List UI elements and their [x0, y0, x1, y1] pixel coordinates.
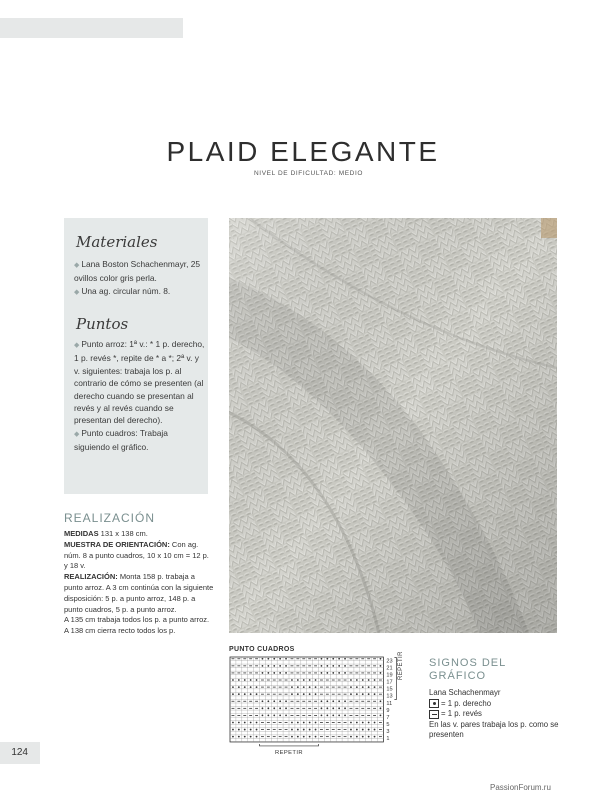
knit-stitch-mark: [262, 665, 264, 667]
knit-stitch-mark: [315, 736, 317, 738]
knit-stitch-mark: [232, 722, 234, 724]
knit-stitch-mark: [267, 672, 269, 674]
knit-stitch-mark: [380, 700, 382, 702]
page-number-tab: 124: [0, 742, 40, 764]
medidas-paragraph: MEDIDAS 131 x 138 cm.: [64, 529, 148, 538]
materials-heading: Materiales: [76, 233, 158, 251]
knit-stitch-mark: [256, 686, 258, 688]
knit-stitch-mark: [238, 736, 240, 738]
knit-stitch-mark: [374, 686, 376, 688]
knit-stitch-mark: [250, 736, 252, 738]
diamond-bullet-icon: ◆: [74, 430, 82, 438]
knit-dot-symbol-icon: [429, 699, 439, 708]
knit-stitch-mark: [244, 722, 246, 724]
knit-stitch-mark: [250, 729, 252, 731]
knit-stitch-mark: [368, 729, 370, 731]
knit-stitch-mark: [315, 679, 317, 681]
repeat-horizontal-bracket: [260, 744, 319, 746]
realizacion-heading: REALIZACIÓN: [64, 511, 156, 525]
signos-legend: [429, 688, 559, 741]
knit-stitch-mark: [297, 679, 299, 681]
knit-stitch-mark: [273, 700, 275, 702]
knit-stitch-mark: [262, 707, 264, 709]
knit-stitch-mark: [267, 707, 269, 709]
knit-stitch-mark: [273, 672, 275, 674]
knit-stitch-mark: [250, 679, 252, 681]
knit-stitch-mark: [244, 736, 246, 738]
chart-row-label: 21: [386, 665, 393, 672]
knit-stitch-mark: [279, 658, 281, 660]
knit-stitch-mark: [309, 736, 311, 738]
realizacion-body: [64, 529, 214, 637]
knit-stitch-mark: [326, 665, 328, 667]
knit-stitch-mark: [285, 700, 287, 702]
chart-title: PUNTO CUADROS: [229, 646, 295, 653]
knit-stitch-mark: [238, 686, 240, 688]
knit-stitch-mark: [309, 686, 311, 688]
knit-stitch-mark: [256, 693, 258, 695]
knit-stitch-mark: [338, 715, 340, 717]
diamond-bullet-icon: ◆: [74, 262, 82, 269]
knit-stitch-mark: [326, 715, 328, 717]
knit-stitch-mark: [273, 707, 275, 709]
chart-row-label: 9: [386, 707, 390, 714]
chart-row-label: 15: [386, 686, 393, 693]
knit-stitch-mark: [374, 736, 376, 738]
knit-stitch-mark: [380, 707, 382, 709]
stitch-chart-grid: [229, 656, 399, 766]
knit-stitch-mark: [368, 722, 370, 724]
blanket-photo: [229, 218, 557, 633]
knit-stitch-mark: [244, 693, 246, 695]
knit-stitch-mark: [338, 707, 340, 709]
knit-stitch-mark: [232, 686, 234, 688]
knit-stitch-mark: [238, 693, 240, 695]
knit-stitch-mark: [344, 707, 346, 709]
knit-stitch-mark: [315, 686, 317, 688]
knit-stitch-mark: [232, 693, 234, 695]
knit-stitch-mark: [380, 665, 382, 667]
list-item: ◆ Punto arroz: 1ª v.: * 1 p. derecho, 1 p. revés *, repite de * a *; 2ª v. y v. siguientes: trabaja los p. al contrario de cómo se presenten (al derecho cuando se presentan al revés y al revés cuando se presentan del derecho).: [74, 339, 205, 426]
knit-stitch-mark: [338, 665, 340, 667]
purl-dash-symbol-icon: [429, 710, 439, 719]
chart-row-label: 11: [386, 700, 393, 707]
knit-stitch-mark: [326, 707, 328, 709]
legend-note: En las v. pares trabaja los p. como se presenten: [429, 719, 559, 740]
knit-stitch-mark: [362, 693, 364, 695]
knit-stitch-mark: [309, 679, 311, 681]
knit-stitch-mark: [362, 686, 364, 688]
knit-stitch-mark: [303, 736, 305, 738]
knit-stitch-mark: [232, 736, 234, 738]
knit-stitch-mark: [344, 658, 346, 660]
knit-stitch-mark: [297, 722, 299, 724]
realizacion-line: A 135 cm trabaja todos los p. a punto arroz.: [64, 615, 210, 625]
knit-stitch-mark: [321, 665, 323, 667]
knit-stitch-mark: [362, 679, 364, 681]
knit-stitch-mark: [256, 736, 258, 738]
knit-stitch-mark: [350, 679, 352, 681]
knit-stitch-mark: [321, 672, 323, 674]
knit-stitch-mark: [285, 715, 287, 717]
knit-stitch-mark: [332, 700, 334, 702]
knit-stitch-mark: [321, 715, 323, 717]
knit-stitch-mark: [273, 715, 275, 717]
knit-stitch-mark: [291, 729, 293, 731]
knit-stitch-mark: [267, 658, 269, 660]
chart-row-label: 19: [386, 672, 393, 679]
knit-stitch-mark: [250, 686, 252, 688]
repeat-vertical-bracket: [394, 658, 396, 700]
chart-row-label: 7: [386, 714, 390, 721]
list-item: ◆ Lana Boston Schachenmayr, 25 ovillos color gris perla.: [74, 259, 201, 284]
knit-stitch-mark: [356, 693, 358, 695]
diamond-bullet-icon: ◆: [74, 342, 82, 349]
knit-stitch-mark: [279, 707, 281, 709]
knit-stitch-mark: [238, 729, 240, 731]
knit-stitch-mark: [350, 686, 352, 688]
knit-stitch-mark: [256, 722, 258, 724]
knit-stitch-mark: [332, 707, 334, 709]
materials-panel: [64, 218, 208, 494]
knit-stitch-mark: [362, 736, 364, 738]
knit-stitch-mark: [256, 679, 258, 681]
stitch-chart: [229, 656, 399, 771]
knit-stitch-mark: [332, 658, 334, 660]
knit-stitch-mark: [368, 736, 370, 738]
knit-stitch-mark: [326, 672, 328, 674]
knit-stitch-mark: [362, 729, 364, 731]
puntos-heading: Puntos: [76, 315, 129, 333]
realizacion-paragraph: REALIZACIÓN: Monta 158 p. trabaja a punto arroz. A 3 cm continúa con la siguiente disposición: 5 p. a punto arroz, 148 p. a punto cuadros, 5 p. a punto arroz.: [64, 572, 214, 614]
knit-stitch-mark: [244, 686, 246, 688]
chart-row-label: 5: [386, 722, 390, 729]
muestra-paragraph: MUESTRA DE ORIENTACIÓN: Con ag. núm. 8 a punto cuadros, 10 x 10 cm = 12 p. y 18 v.: [64, 539, 209, 571]
list-item: ◆ Punto cuadros: Trabaja siguiendo el gráfico.: [74, 427, 168, 453]
knit-stitch-mark: [250, 693, 252, 695]
chart-row-label: 13: [386, 693, 393, 700]
knit-stitch-mark: [291, 736, 293, 738]
knit-stitch-mark: [267, 715, 269, 717]
knit-stitch-mark: [362, 722, 364, 724]
repeat-horizontal-label: REPETIR: [275, 749, 303, 756]
knit-stitch-mark: [291, 686, 293, 688]
knit-stitch-mark: [344, 700, 346, 702]
knit-stitch-mark: [356, 686, 358, 688]
knit-stitch-mark: [297, 686, 299, 688]
knit-stitch-mark: [303, 679, 305, 681]
knit-stitch-mark: [285, 658, 287, 660]
legend-item-reves: = 1 p. revés: [429, 709, 559, 720]
top-tab: [0, 18, 183, 38]
knit-stitch-mark: [380, 715, 382, 717]
knit-stitch-mark: [321, 700, 323, 702]
knit-stitch-mark: [279, 672, 281, 674]
puntos-list: [74, 338, 206, 454]
diamond-bullet-icon: ◆: [74, 288, 82, 296]
realizacion-line: A 138 cm cierra recto todos los p.: [64, 626, 176, 636]
knit-stitch-mark: [232, 729, 234, 731]
knit-stitch-mark: [356, 736, 358, 738]
knit-stitch-mark: [380, 658, 382, 660]
knit-stitch-mark: [315, 722, 317, 724]
knit-stitch-mark: [244, 729, 246, 731]
knit-stitch-mark: [262, 715, 264, 717]
knit-stitch-mark: [262, 700, 264, 702]
knit-stitch-mark: [374, 722, 376, 724]
legend-item-derecho: = 1 p. derecho: [429, 699, 559, 710]
knit-stitch-mark: [380, 672, 382, 674]
chart-row-label: 3: [386, 729, 390, 736]
knit-stitch-mark: [303, 686, 305, 688]
knit-stitch-mark: [332, 665, 334, 667]
knit-stitch-mark: [291, 722, 293, 724]
knit-stitch-mark: [232, 679, 234, 681]
knit-stitch-mark: [309, 693, 311, 695]
knit-stitch-mark: [338, 658, 340, 660]
knit-stitch-mark: [285, 665, 287, 667]
knit-stitch-mark: [321, 707, 323, 709]
knit-stitch-mark: [332, 715, 334, 717]
watermark: PassionForum.ru: [490, 783, 551, 792]
knit-stitch-mark: [244, 679, 246, 681]
knit-stitch-mark: [350, 729, 352, 731]
knit-stitch-mark: [350, 693, 352, 695]
knit-stitch-mark: [250, 722, 252, 724]
knit-stitch-mark: [356, 679, 358, 681]
knit-stitch-mark: [374, 679, 376, 681]
knit-stitch-mark: [338, 672, 340, 674]
knit-stitch-mark: [297, 736, 299, 738]
signos-heading: SIGNOS DEL GRÁFICO: [429, 657, 506, 682]
knit-stitch-mark: [267, 700, 269, 702]
knit-stitch-mark: [285, 672, 287, 674]
knit-stitch-mark: [303, 693, 305, 695]
knit-stitch-mark: [326, 700, 328, 702]
knit-stitch-mark: [285, 707, 287, 709]
knit-stitch-mark: [297, 693, 299, 695]
difficulty-level: NIVEL DE DIFICULTAD: MEDIO: [254, 170, 364, 177]
knit-stitch-mark: [350, 736, 352, 738]
knit-stitch-mark: [267, 665, 269, 667]
knit-stitch-mark: [291, 679, 293, 681]
knit-stitch-mark: [321, 658, 323, 660]
knit-stitch-mark: [356, 729, 358, 731]
knit-stitch-mark: [309, 722, 311, 724]
knit-stitch-mark: [262, 672, 264, 674]
knit-stitch-mark: [256, 729, 258, 731]
knit-stitch-mark: [303, 722, 305, 724]
knit-stitch-mark: [309, 729, 311, 731]
knit-stitch-mark: [332, 672, 334, 674]
knit-stitch-mark: [279, 700, 281, 702]
knit-stitch-mark: [368, 693, 370, 695]
knit-stitch-mark: [356, 722, 358, 724]
knit-stitch-mark: [374, 729, 376, 731]
knit-stitch-mark: [326, 658, 328, 660]
knit-stitch-mark: [303, 729, 305, 731]
knit-stitch-mark: [368, 679, 370, 681]
knit-stitch-mark: [273, 658, 275, 660]
knit-stitch-mark: [344, 665, 346, 667]
knit-stitch-mark: [374, 693, 376, 695]
chart-row-label: 23: [386, 658, 393, 665]
chart-row-label: 1: [386, 736, 390, 743]
knitted-blanket-image: [229, 218, 557, 633]
knit-stitch-mark: [238, 722, 240, 724]
knit-stitch-mark: [291, 693, 293, 695]
knit-stitch-mark: [297, 729, 299, 731]
page-title: PLAID ELEGANTE: [166, 136, 440, 167]
knit-stitch-mark: [368, 686, 370, 688]
knit-stitch-mark: [350, 722, 352, 724]
repeat-vertical-label: REPETIR: [398, 651, 404, 680]
knit-stitch-mark: [262, 658, 264, 660]
knit-stitch-mark: [338, 700, 340, 702]
list-item: ◆ Una ag. circular núm. 8.: [74, 285, 171, 296]
knit-stitch-mark: [279, 715, 281, 717]
knit-stitch-mark: [238, 679, 240, 681]
chart-row-label: 17: [386, 679, 393, 686]
yarn-brand: Lana Schachenmayr: [429, 688, 501, 697]
knit-stitch-mark: [273, 665, 275, 667]
knit-stitch-mark: [315, 729, 317, 731]
knit-stitch-mark: [279, 665, 281, 667]
knit-stitch-mark: [344, 672, 346, 674]
knit-stitch-mark: [344, 715, 346, 717]
knit-stitch-mark: [315, 693, 317, 695]
materials-list: [74, 258, 206, 299]
